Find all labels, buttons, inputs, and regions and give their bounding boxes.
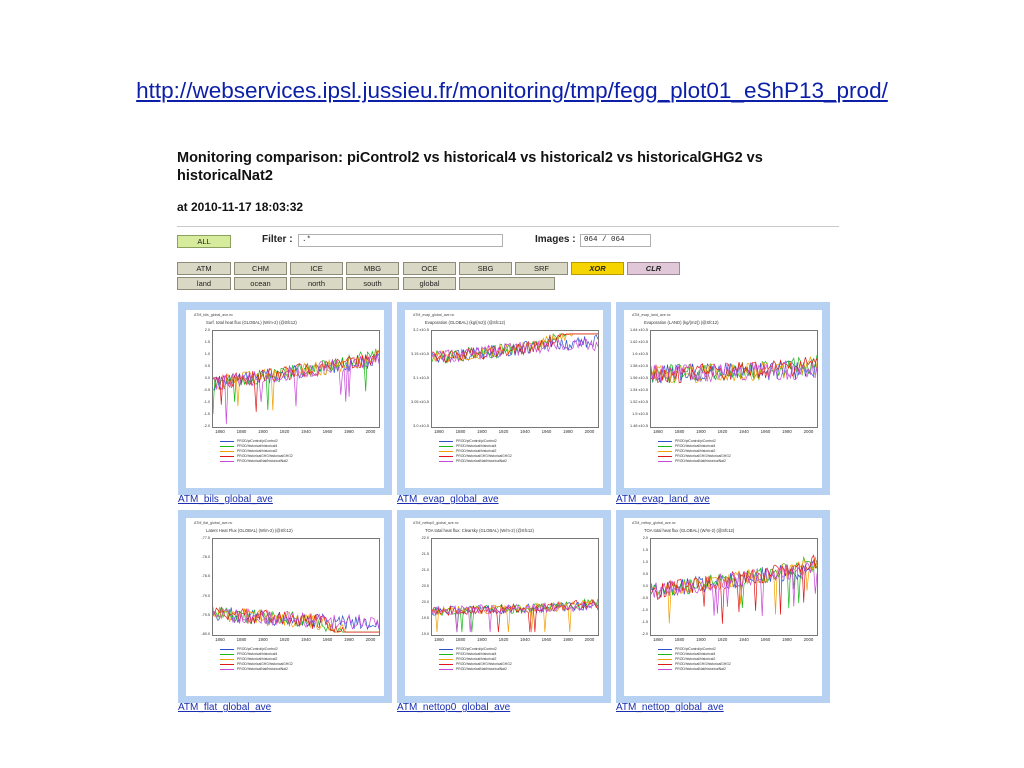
x-tick-label: 1900 (258, 637, 268, 642)
y-tick-label: 1.52 x10-5 (630, 400, 648, 404)
x-tick-label: 1900 (477, 637, 487, 642)
x-tick-label: 1980 (344, 637, 354, 642)
legend-label: PROD/piControl/piControl2 (456, 439, 497, 443)
x-tick-label: 1980 (344, 429, 354, 434)
legend-entry (220, 459, 293, 464)
page-timestamp: at 2010-11-17 18:03:32 (177, 200, 304, 214)
filter-button-north[interactable]: north (290, 277, 343, 290)
plot-area (212, 330, 380, 428)
plot-area (212, 538, 380, 636)
legend-label: PROD/piControl/piControl2 (456, 647, 497, 651)
x-tick-label: 1900 (696, 429, 706, 434)
legend-label: PROD/historical/historical2 (675, 449, 716, 453)
y-tick-label: 0.5 (204, 364, 210, 368)
plot-panel (624, 310, 822, 488)
legend-swatch (220, 659, 234, 660)
legend-swatch (220, 456, 234, 457)
x-tick-label: 1960 (541, 429, 552, 434)
x-tick-label: 1940 (301, 637, 311, 642)
thumbnail-ATM_flat_global_ave[interactable] (178, 510, 392, 703)
y-tick-label: 21.5 (421, 552, 429, 556)
legend-swatch (220, 669, 234, 670)
y-tick-label: -79.0 (201, 593, 210, 598)
plot-file-title: ATM_nettop0_global_ave.nc (413, 521, 459, 525)
page-title: Monitoring comparison: piControl2 vs historical4 vs historical2 vs historicalGHG2 vs historicalNat2 (177, 150, 763, 184)
filter-button-ice[interactable]: ICE (290, 262, 343, 275)
legend-label: PROD/historicalGHG/historicalGHG2 (456, 662, 512, 666)
plot-subtitle: Evaporation (GLOBAL) (kg/(m2)) (@Sfc12) (425, 320, 506, 325)
y-tick-label: 1.56 x10-5 (630, 376, 648, 380)
legend-label: PROD/historicalNat/historicalNat2 (675, 667, 726, 671)
y-tick-label: 3.05 x10-5 (411, 400, 429, 404)
legend-swatch (658, 456, 672, 457)
y-tick-label: 1.48 x10-5 (630, 424, 648, 428)
filter-button-chm[interactable]: CHM (234, 262, 287, 275)
x-tick-label: 1900 (477, 429, 487, 434)
legend-swatch (439, 654, 453, 655)
plot-panel (624, 518, 822, 696)
filter-input[interactable]: .* (298, 234, 503, 247)
x-tick-label: 1960 (760, 429, 771, 434)
legend-swatch (220, 461, 234, 462)
legend-label: PROD/historicalGHG/historicalGHG2 (675, 454, 731, 458)
clr-button[interactable]: CLR (627, 262, 680, 275)
series-line (432, 334, 598, 363)
y-tick-label: -1.5 (641, 620, 648, 624)
filter-button-south[interactable]: south (346, 277, 399, 290)
legend-swatch (220, 664, 234, 665)
filter-button-empty[interactable] (459, 277, 555, 290)
xor-button[interactable]: XOR (571, 262, 624, 275)
x-tick-label: 1920 (498, 429, 509, 434)
plot-legend (439, 647, 512, 672)
legend-label: PROD/historicalNat/historicalNat2 (237, 667, 288, 671)
x-tick-label: 1900 (258, 429, 268, 434)
filter-button-oce[interactable]: OCE (403, 262, 456, 275)
legend-swatch (439, 649, 453, 650)
legend-label: PROD/historical/historical4 (237, 652, 278, 656)
thumbnail-caption-link[interactable]: ATM_flat_global_ave (178, 702, 272, 713)
y-tick-label: 2.0 (642, 536, 648, 540)
plot-legend (220, 647, 293, 672)
legend-label: PROD/historical/historical2 (237, 449, 278, 453)
x-tick-label: 1960 (322, 429, 333, 434)
y-tick-label: -78.5 (201, 574, 210, 579)
x-tick-label: 1980 (782, 429, 792, 434)
x-tick-label: 1860 (653, 429, 663, 434)
x-tick-label: 1980 (782, 637, 792, 642)
legend-swatch (220, 446, 234, 447)
legend-swatch (658, 664, 672, 665)
legend-swatch (658, 649, 672, 650)
y-tick-label: 3.0 x10-5 (413, 424, 429, 428)
x-tick-label: 1920 (279, 429, 290, 434)
plot-file-title: ATM_flat_global_ave.nc (194, 521, 233, 525)
legend-label: PROD/historicalNat/historicalNat2 (675, 459, 726, 463)
x-tick-label: 1980 (563, 637, 573, 642)
thumbnail-caption-link[interactable]: ATM_bils_global_ave (178, 494, 273, 505)
y-tick-label: 0.5 (642, 572, 648, 576)
x-tick-label: 1960 (322, 637, 333, 642)
y-tick-label: -1.0 (203, 400, 210, 404)
plot-svg (651, 539, 817, 635)
legend-label: PROD/historicalGHG/historicalGHG2 (456, 454, 512, 458)
x-tick-label: 1880 (236, 429, 247, 434)
legend-label: PROD/historical/historical4 (675, 444, 716, 448)
x-tick-label: 2000 (584, 429, 595, 434)
y-tick-label: 1.5 (642, 548, 648, 552)
plot-subtitle: TOA total heat flux: Clearsky (GLOBAL) (W/m-2) (@Sfc12) (425, 528, 534, 533)
legend-label: PROD/historical/historical2 (456, 657, 497, 661)
legend-entry (658, 667, 731, 672)
y-tick-label: 1.0 (642, 560, 648, 564)
filter-button-atm[interactable]: ATM (177, 262, 231, 275)
y-tick-label: -1.5 (203, 412, 210, 416)
y-tick-label: -80.0 (201, 632, 210, 636)
plot-legend (658, 647, 731, 672)
y-tick-label: 2.0 (204, 328, 210, 332)
y-tick-label: 19.0 (421, 632, 429, 636)
legend-swatch (658, 446, 672, 447)
legend-label: PROD/piControl/piControl2 (675, 439, 716, 443)
x-tick-label: 1860 (653, 637, 663, 642)
filter-button-mbg[interactable]: MBG (346, 262, 399, 275)
legend-swatch (220, 451, 234, 452)
y-tick-label: 1.54 x10-5 (630, 388, 648, 392)
y-tick-label: -0.5 (641, 596, 648, 600)
y-tick-label: 22.0 (421, 536, 429, 540)
plot-svg (432, 539, 598, 635)
series-line (213, 354, 379, 424)
legend-label: PROD/historical/historical2 (456, 449, 497, 453)
x-tick-label: 1920 (498, 637, 509, 642)
y-tick-label: 3.15 x10-5 (411, 352, 429, 356)
y-tick-label: 1.64 x10-5 (630, 328, 648, 332)
plot-panel (405, 518, 603, 696)
legend-swatch (658, 654, 672, 655)
thumbnail-caption-link[interactable]: ATM_evap_global_ave (397, 494, 499, 505)
plot-legend (658, 439, 731, 464)
thumbnail-ATM_bils_global_ave[interactable] (178, 302, 392, 495)
legend-label: PROD/historicalGHG/historicalGHG2 (237, 454, 293, 458)
plot-area (431, 538, 599, 636)
x-tick-label: 2000 (365, 637, 376, 642)
legend-label: PROD/historical/historical4 (675, 652, 716, 656)
y-tick-label: -1.0 (641, 608, 648, 612)
plot-file-title: ATM_bils_global_ave.nc (194, 313, 233, 317)
plot-svg (213, 331, 379, 427)
x-tick-label: 1940 (739, 637, 749, 642)
legend-label: PROD/historical/historical4 (456, 444, 497, 448)
legend-swatch (658, 441, 672, 442)
y-tick-label: 21.0 (421, 568, 429, 572)
images-count-input[interactable]: 064 / 064 (580, 234, 651, 247)
plot-svg (213, 539, 379, 635)
plot-subtitle: Surf. total heat flux (GLOBAL) (W/m-2) (@Sfc12) (206, 320, 297, 325)
thumbnail-caption-link[interactable]: ATM_nettop0_global_ave (397, 702, 511, 713)
plot-svg (432, 331, 598, 427)
plot-legend (220, 439, 293, 464)
y-tick-label: -2.0 (203, 424, 210, 428)
legend-label: PROD/historicalGHG/historicalGHG2 (237, 662, 293, 666)
y-tick-label: 1.0 (204, 352, 210, 356)
filter-button-srf[interactable]: SRF (515, 262, 568, 275)
legend-entry (439, 459, 512, 464)
y-tick-label: -77.5 (201, 536, 210, 540)
monitoring-url-link[interactable]: http://webservices.ipsl.jussieu.fr/monitoring/tmp/fegg_plot01_eShP13_prod/ (136, 78, 888, 103)
x-tick-label: 1940 (520, 429, 530, 434)
x-tick-label: 1920 (279, 637, 290, 642)
legend-label: PROD/historical/historical2 (237, 657, 278, 661)
thumbnail-caption-link[interactable]: ATM_nettop_global_ave (616, 702, 724, 713)
x-tick-label: 1940 (520, 637, 530, 642)
plot-file-title: ATM_evap_global_ave.nc (413, 313, 455, 317)
legend-swatch (439, 461, 453, 462)
legend-swatch (220, 649, 234, 650)
legend-entry (220, 667, 293, 672)
legend-label: PROD/historicalGHG/historicalGHG2 (675, 662, 731, 666)
y-tick-label: 1.5 x10-5 (632, 412, 648, 416)
x-tick-label: 2000 (584, 637, 595, 642)
plot-svg (651, 331, 817, 427)
filter-button-land[interactable]: land (177, 277, 231, 290)
x-tick-label: 2000 (803, 429, 814, 434)
y-tick-label: 20.5 (421, 584, 429, 588)
plot-subtitle: TOA total heat flux (GLOBAL) (W/m-2) (@Sfc12) (644, 528, 735, 533)
x-tick-label: 1880 (455, 637, 466, 642)
thumbnail-ATM_nettop0_global_ave[interactable] (397, 510, 611, 703)
legend-label: PROD/historical/historical4 (456, 652, 497, 656)
y-tick-label: 3.1 x10-5 (413, 376, 429, 380)
y-tick-label: 0.0 (642, 584, 648, 588)
thumbnail-ATM_evap_global_ave[interactable] (397, 302, 611, 495)
legend-swatch (439, 664, 453, 665)
legend-entry (658, 459, 731, 464)
x-tick-label: 1900 (696, 637, 706, 642)
y-tick-label: 1.58 x10-5 (630, 364, 648, 368)
legend-label: PROD/piControl/piControl2 (237, 647, 278, 651)
y-tick-label: -78.0 (201, 555, 210, 560)
y-tick-label: -2.0 (641, 632, 648, 636)
filter-button-sbg[interactable]: SBG (459, 262, 512, 275)
thumbnail-ATM_nettop_global_ave[interactable] (616, 510, 830, 703)
y-tick-label: 0.0 (204, 376, 210, 380)
x-tick-label: 1860 (215, 637, 225, 642)
legend-label: PROD/historicalNat/historicalNat2 (456, 667, 507, 671)
legend-swatch (439, 669, 453, 670)
legend-entry (439, 667, 512, 672)
x-tick-label: 2000 (365, 429, 376, 434)
y-tick-label: 19.5 (421, 616, 429, 620)
filter-button-global[interactable]: global (403, 277, 456, 290)
plot-area (650, 330, 818, 428)
y-tick-label: -0.5 (203, 388, 210, 392)
x-tick-label: 1960 (760, 637, 771, 642)
all-button[interactable]: ALL (177, 235, 231, 248)
legend-swatch (658, 461, 672, 462)
series-line (651, 561, 817, 616)
legend-swatch (439, 451, 453, 452)
plot-file-title: ATM_nettop_global_ave.nc (632, 521, 676, 525)
legend-swatch (658, 659, 672, 660)
divider (177, 226, 839, 227)
images-label: Images : (535, 234, 576, 245)
x-tick-label: 1880 (674, 429, 685, 434)
thumbnail-ATM_evap_land_ave[interactable] (616, 302, 830, 495)
x-tick-label: 1860 (434, 429, 444, 434)
x-tick-label: 1980 (563, 429, 573, 434)
plot-subtitle: Evaporation (LAND) (kg/(m2)) (@Sfc12) (644, 320, 719, 325)
x-tick-label: 1960 (541, 637, 552, 642)
legend-swatch (658, 669, 672, 670)
x-tick-label: 1880 (455, 429, 466, 434)
y-tick-label: 1.62 x10-5 (630, 340, 648, 344)
plot-area (650, 538, 818, 636)
thumbnail-caption-link[interactable]: ATM_evap_land_ave (616, 494, 710, 505)
legend-swatch (658, 451, 672, 452)
legend-label: PROD/historical/historical2 (675, 657, 716, 661)
legend-label: PROD/historicalNat/historicalNat2 (237, 459, 288, 463)
plot-subtitle: Latent Heat Flux (GLOBAL) (W/m-2) (@Sfc12) (206, 528, 293, 533)
legend-label: PROD/piControl/piControl2 (675, 647, 716, 651)
plot-panel (186, 518, 384, 696)
plot-panel (186, 310, 384, 488)
x-tick-label: 1920 (717, 429, 728, 434)
legend-label: PROD/piControl/piControl2 (237, 439, 278, 443)
x-tick-label: 1860 (215, 429, 225, 434)
x-tick-label: 2000 (803, 637, 814, 642)
plot-area (431, 330, 599, 428)
y-tick-label: -79.5 (201, 612, 210, 617)
x-tick-label: 1940 (739, 429, 749, 434)
y-tick-label: 1.6 x10-5 (632, 352, 648, 356)
legend-label: PROD/historical/historical4 (237, 444, 278, 448)
y-tick-label: 3.2 x10-5 (413, 328, 429, 332)
plot-panel (405, 310, 603, 488)
x-tick-label: 1920 (717, 637, 728, 642)
legend-swatch (439, 446, 453, 447)
filter-label: Filter : (262, 234, 293, 245)
x-tick-label: 1860 (434, 637, 444, 642)
y-tick-label: 1.5 (204, 340, 210, 344)
filter-button-ocean[interactable]: ocean (234, 277, 287, 290)
x-tick-label: 1880 (236, 637, 247, 642)
x-tick-label: 1940 (301, 429, 311, 434)
monitoring-page-screenshot (168, 140, 844, 720)
x-tick-label: 1880 (674, 637, 685, 642)
legend-swatch (439, 456, 453, 457)
legend-swatch (439, 659, 453, 660)
legend-swatch (220, 654, 234, 655)
plot-legend (439, 439, 512, 464)
y-tick-label: 20.0 (421, 600, 429, 604)
plot-file-title: ATM_evap_land_ave.nc (632, 313, 671, 317)
legend-swatch (439, 441, 453, 442)
legend-swatch (220, 441, 234, 442)
legend-label: PROD/historicalNat/historicalNat2 (456, 459, 507, 463)
